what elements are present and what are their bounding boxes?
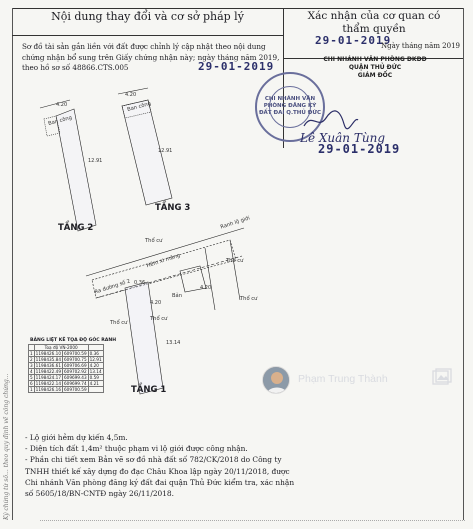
date-stamp-right-bottom: 29-01-2019 (318, 142, 401, 156)
neighbor-label-1: Thổ cư (145, 238, 163, 244)
table-cell: 609699.43 (63, 375, 87, 380)
approval-header-line1: Xác nhận của cơ quan có (307, 10, 441, 22)
table-cell: 1198436.61 (35, 363, 61, 368)
floor1-title: TẦNG 1 (131, 385, 167, 395)
neighbor-label-2: Thổ cư (226, 258, 244, 264)
table-cell: 609700.75 (63, 357, 87, 362)
table-cell: 4.21 (88, 381, 103, 387)
table-cell: 1198422.49 (35, 369, 61, 374)
table-cell: 1198426.16 (35, 387, 61, 392)
table-cell: 6 (30, 381, 33, 386)
bottom-dotted-line (40, 520, 465, 521)
table-cell: 609699.74 (63, 381, 87, 386)
table-cell: 1198435.84 (35, 357, 61, 362)
table-cell: 5 (30, 375, 33, 380)
table-cell: 2 (30, 357, 33, 362)
table-row (29, 351, 104, 357)
f1-width-dim: 4.20 (150, 300, 162, 306)
table-cell: 609702.92 (63, 369, 87, 374)
table-row (29, 363, 104, 369)
uploader-avatar[interactable] (262, 366, 290, 394)
table-cell: 1198424.17 (35, 375, 61, 380)
floor2-title: TẦNG 2 (58, 223, 94, 233)
table-row (29, 357, 104, 363)
frame-left-line (12, 8, 13, 520)
frame-top-line (12, 8, 464, 9)
notes-section (25, 432, 300, 499)
table-cell (88, 387, 103, 393)
seal-text: CHI NHÁNH VĂN PHÒNG ĐĂNG KÝ ĐẤT ĐAI Q.THỦ ĐỨC (258, 96, 322, 116)
table-header-cell: Toạ độ VN-2000 (34, 345, 88, 351)
table-cell: 1 (30, 387, 33, 392)
header-rule-left (12, 35, 283, 36)
f1-d1-dim: 0.36 (134, 280, 146, 286)
office-name: CHI NHÁNH VĂN PHÒNG ĐKĐĐ (323, 56, 427, 63)
image-gallery-icon[interactable] (432, 368, 452, 386)
table-cell: 1198422.14 (35, 381, 61, 386)
neighbor-label-3: Thổ cư (240, 296, 258, 302)
boundary-label: Ranh lộ giới (219, 215, 251, 231)
table-cell: 13.14 (89, 369, 102, 374)
table-cell: 12.91 (89, 357, 102, 362)
f1-length-dim: 13.14 (166, 340, 181, 346)
coordinates-table-title: BẢNG LIỆT KÊ TỌA ĐỘ GÓC RANH (30, 338, 117, 343)
office-district: QUẬN THỦ ĐỨC (348, 64, 402, 71)
road-edge-label: Ra đường số 2 (93, 278, 132, 296)
note-item: - Diện tích đất 1,4m² thuộc phạm vi lộ giới được công nhận. (25, 444, 248, 454)
note-item: - Phần chi tiết xem Bản vẽ sơ đồ nhà đất số 782/CK/2018 do Công ty TNHH thiết kế xây dựng đo đạc Châu Khoa lập ngày 20/11/2018, được Chi nhánh Văn phòng đăng ký đất đai quận Thủ Đức kiểm tra, xác nhận số 5605/18/BN-CNTĐ ngày 26/11/2018. (25, 455, 295, 499)
f3-width-dim: 4.20 (125, 92, 137, 98)
f2-balcony-label: Ban công (47, 114, 73, 128)
office-role: GIÁM ĐỐC (357, 72, 393, 79)
table-cell: 3 (30, 363, 33, 368)
table-cell: 0.59 (88, 375, 103, 381)
handwritten-date-line: Ngày tháng năm 2019 (380, 42, 460, 50)
f3-length-dim: 12.91 (158, 148, 173, 154)
floor1-site (86, 228, 244, 394)
f2-width-dim: 4.20 (56, 102, 68, 108)
alley-label: Hẻm xi măng (145, 252, 181, 270)
table-cell: 4 (30, 369, 33, 374)
signature (300, 108, 360, 132)
approval-column-header (284, 10, 464, 36)
date-stamp-left: 29-01-2019 (198, 60, 275, 73)
neighbor-label-5: Thổ cư (150, 316, 168, 322)
table-cell: 0.36 (88, 351, 103, 357)
table-cell: 1198426.10 (35, 351, 61, 356)
date-stamp-right-top: 29-01-2019 (315, 34, 392, 47)
f1-d2-dim: 4.20 (200, 285, 212, 291)
update-statement: Sơ đồ tài sản gắn liền với đất được chỉnh lý cập nhật theo nội dung chứng nhận bổ sung trên Giấy chứng nhận này; ngày tháng năm 2019, theo hồ sơ số 48866.CTS.005 (22, 42, 280, 72)
table-row (29, 387, 104, 393)
table-cell: 609706.69 (63, 363, 87, 368)
floor3-title: TẦNG 3 (155, 203, 191, 213)
f3-balcony-label: Ban công (126, 100, 152, 114)
platform-label: Bản (172, 293, 183, 299)
table-cell: 609700.59 (63, 351, 87, 356)
signer-name: Lê Xuân Tùng (300, 131, 385, 145)
f2-length-dim: 12.91 (88, 158, 103, 164)
table-row (29, 369, 104, 375)
frame-right-line (463, 8, 464, 520)
uploader-name[interactable]: Phạm Trung Thành (298, 373, 388, 385)
note-item: - Lộ giới hẻm dự kiến 4,5m. (25, 433, 128, 442)
changes-column-header: Nội dung thay đổi và cơ sở pháp lý (51, 10, 244, 23)
approving-office (290, 42, 460, 80)
table-cell: 609700.59 (63, 387, 87, 392)
side-margin-text: Ký chứng từ số... theo quy định về công chứng... (3, 373, 10, 520)
table-cell: 4.20 (88, 363, 103, 369)
neighbor-label-4: Thổ cư (110, 320, 128, 326)
table-row (29, 381, 104, 387)
table-cell: 1 (30, 351, 33, 356)
table-row (29, 375, 104, 381)
coordinates-table (28, 344, 104, 393)
approval-header-line2: thẩm quyền (342, 23, 406, 35)
